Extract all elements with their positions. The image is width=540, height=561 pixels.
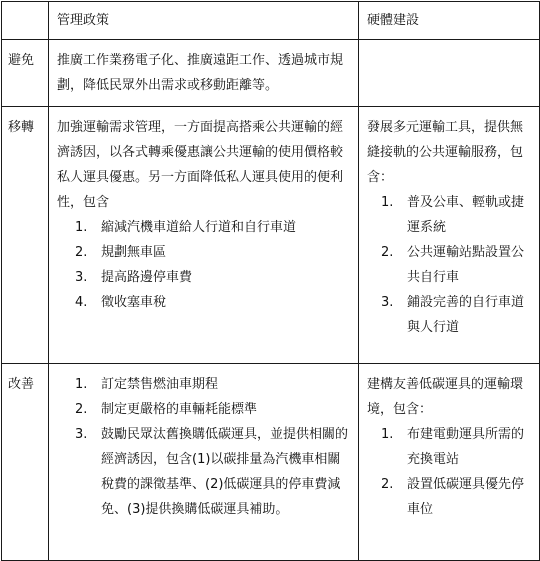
policy-table xyxy=(1,1,540,561)
table-row-avoid xyxy=(2,40,540,107)
table-row-shift xyxy=(2,107,540,364)
list-item xyxy=(367,472,531,522)
list-text: 鋪設完善的自行車道與人行道 xyxy=(407,295,525,335)
list-text: 公共運輸站點設置公共自行車 xyxy=(407,245,525,285)
shift-infra-text: 發展多元運輸工具，提供無縫接軌的公共運輸服務，包含： xyxy=(367,120,524,185)
list-text: 普及公車、輕軌或捷運系統 xyxy=(407,195,525,235)
list-number: 4. xyxy=(75,295,88,310)
list-number: 2. xyxy=(75,245,88,260)
header-policy-cell: 管理政策 xyxy=(49,2,359,40)
shift-policy-text: 加強運輸需求管理，一方面提高搭乘公共運輸的經濟誘因，以各式轉乘優惠讓公共運輸的使用價格較私人運具優惠。另一方面降低私人運具使用的便利性，包含 xyxy=(57,120,344,210)
list-item xyxy=(367,190,531,240)
list-item xyxy=(57,240,350,265)
list-item xyxy=(57,265,350,290)
avoid-policy-text: 推廣工作業務電子化、推廣遠距工作、透過城市規劃，降低民眾外出需求或移動距離等。 xyxy=(57,53,344,93)
list-item xyxy=(367,240,531,290)
improve-policy-cell xyxy=(49,364,359,561)
row-label-improve: 改善 xyxy=(2,364,49,561)
list-number: 3. xyxy=(75,270,88,285)
table-row-improve xyxy=(2,364,540,561)
improve-infra-cell xyxy=(359,364,540,561)
header-blank-cell xyxy=(2,2,49,40)
list-item xyxy=(367,422,531,472)
list-text: 縮減汽機車道給人行道和自行車道 xyxy=(101,220,297,235)
list-text: 徵收塞車稅 xyxy=(101,295,167,310)
avoid-policy-cell xyxy=(49,40,359,107)
list-number: 2. xyxy=(381,245,394,260)
list-text: 訂定禁售燃油車期程 xyxy=(101,377,219,392)
list-number: 1. xyxy=(381,427,394,442)
list-text: 制定更嚴格的車輛耗能標準 xyxy=(101,402,258,417)
row-label-shift: 移轉 xyxy=(2,107,49,364)
list-number: 2. xyxy=(75,402,88,417)
list-text: 規劃無車區 xyxy=(101,245,167,260)
list-text: 布建電動運具所需的充換電站 xyxy=(407,427,525,467)
improve-policy-list xyxy=(57,372,350,522)
list-text: 設置低碳運具優先停車位 xyxy=(407,477,525,517)
list-number: 1. xyxy=(381,195,394,210)
list-item xyxy=(57,290,350,315)
list-number: 2. xyxy=(381,477,394,492)
list-item xyxy=(367,290,531,340)
shift-policy-cell xyxy=(49,107,359,364)
improve-infra-text: 建構友善低碳運具的運輸環境，包含： xyxy=(367,377,524,417)
list-item xyxy=(57,422,350,522)
table-header-row xyxy=(2,2,540,40)
list-number: 3. xyxy=(75,427,88,442)
list-number: 1. xyxy=(75,377,88,392)
list-item xyxy=(57,372,350,397)
shift-infra-list xyxy=(367,190,531,340)
header-infra-cell: 硬體建設 xyxy=(359,2,540,40)
list-item xyxy=(57,397,350,422)
avoid-infra-cell xyxy=(359,40,540,107)
row-label-avoid: 避免 xyxy=(2,40,49,107)
list-text: 提高路邊停車費 xyxy=(101,270,193,285)
shift-infra-cell xyxy=(359,107,540,364)
list-item xyxy=(57,215,350,240)
list-text: 鼓勵民眾汰舊換購低碳運具，並提供相關的經濟誘因，包含(1)以碳排量為汽機車相關稅費的課徵基準、(2)低碳運具的停車費減免、(3)提供換購低碳運具補助。 xyxy=(101,427,349,517)
list-number: 3. xyxy=(381,295,394,310)
improve-infra-list xyxy=(367,422,531,522)
shift-policy-list xyxy=(57,215,350,315)
list-number: 1. xyxy=(75,220,88,235)
